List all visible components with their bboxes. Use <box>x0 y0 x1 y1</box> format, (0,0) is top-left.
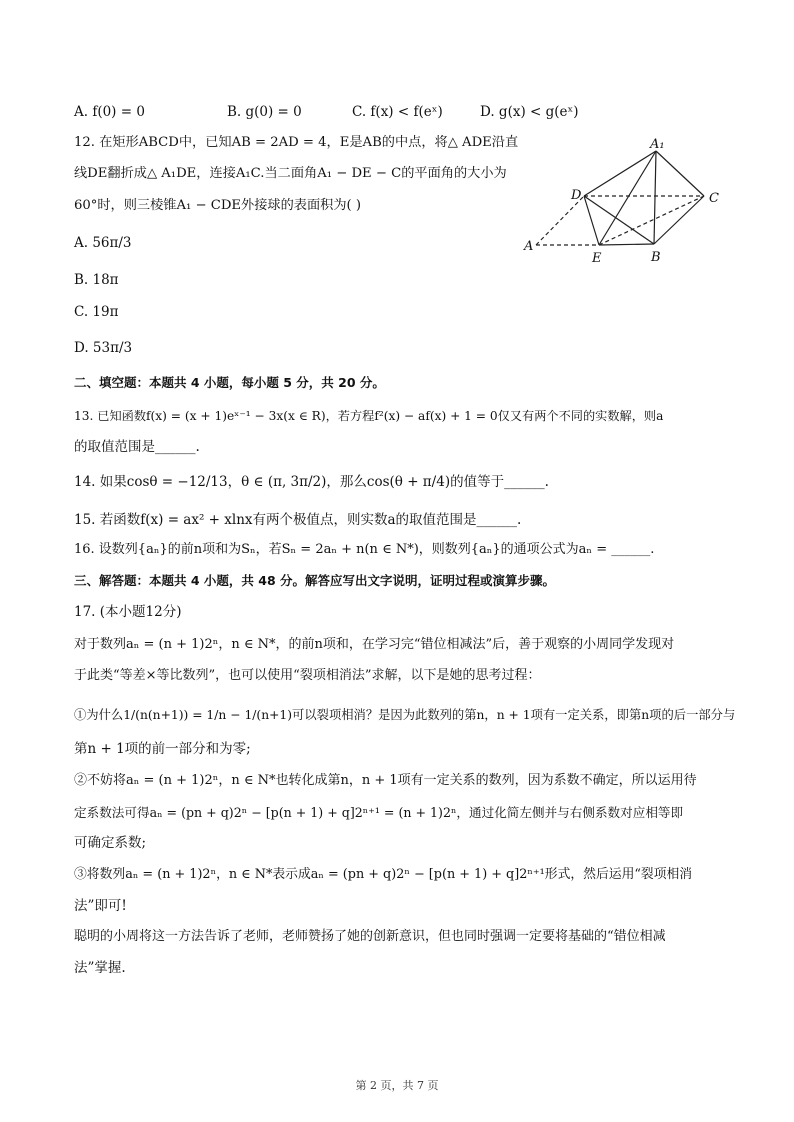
edge-d-a1 <box>584 151 656 196</box>
section-3-heading: 三、解答题：本题共 4 小题，共 48 分。解答应写出文字说明，证明过程或演算步骤。 <box>74 573 556 588</box>
edge-a1-c <box>656 151 704 196</box>
q17-paragraph-1-line-2: 于此类“等差×等比数列”，也可以使用“裂项相消法”求解，以下是她的思考过程： <box>74 668 541 683</box>
pyramid-figure <box>516 136 726 266</box>
label-b: B <box>651 250 661 265</box>
q12-stem-line-1: 12. 在矩形ABCD中，已知AB = 2AD = 4，E是AB的中点，将△ ADE沿直 <box>74 135 519 150</box>
q13-line-1: 13. 已知函数f(x) = (x + 1)eˣ⁻¹ − 3x(x ∈ R)，若方程f²(x) − af(x) + 1 = 0仅又有两个不同的实数解，则a <box>74 409 664 423</box>
q15-line: 15. 若函数f(x) = ax² + xlnx有两个极值点，则实数a的取值范围是______. <box>74 512 522 528</box>
label-d: D <box>571 188 582 203</box>
q11-option-c: C. f(x) < f(eˣ) <box>352 104 443 120</box>
edge-e-b <box>599 244 654 245</box>
q12-option-d: D. 53π/3 <box>74 340 133 356</box>
edge-a-d-dashed <box>536 196 584 245</box>
edge-b-c <box>654 196 704 244</box>
q11-option-d: D. g(x) < g(eˣ) <box>480 104 579 120</box>
q16-line: 16. 设数列{aₙ}的前n项和为Sₙ，若Sₙ = 2aₙ + n(n ∈ N*)，则数列{aₙ}的通项公式为aₙ = ______. <box>74 542 655 557</box>
q17-step-2-line-2: 定系数法可得aₙ = (pn + q)2ⁿ − [p(n + 1) + q]2ⁿ⁺¹ = (n + 1)2ⁿ，通过化简左侧并与右侧系数对应相等即 <box>74 805 684 820</box>
q14-line: 14. 如果cosθ = −12/13，θ ∈ (π, 3π/2)，那么cos(θ + π/4)的值等于______. <box>74 474 549 490</box>
q17-step-2-line-3: 可确定系数; <box>74 835 147 851</box>
edge-a1-e <box>599 151 656 245</box>
label-e: E <box>592 251 602 266</box>
edge-a1-b <box>654 151 656 244</box>
edge-d-b <box>584 196 654 244</box>
q12-option-c: C. 19π <box>74 304 119 320</box>
section-2-heading: 二、填空题：本题共 4 小题，每小题 5 分，共 20 分。 <box>74 375 385 390</box>
edge-e-c-dashed <box>599 196 704 245</box>
q17-step-1-line-2: 第n + 1项的前一部分和为零; <box>74 741 251 757</box>
q17-title: 17. (本小题12分) <box>74 604 182 620</box>
q13-line-2: 的取值范围是______. <box>74 439 200 455</box>
q17-paragraph-3-line-2: 法”掌握. <box>74 960 126 976</box>
q11-option-b: B. g(0) = 0 <box>227 104 302 120</box>
label-c: C <box>709 191 719 206</box>
q17-step-3-line-2: 法”即可! <box>74 898 127 914</box>
q17-step-1-line-1: ①为什么1/(n(n+1)) = 1/n − 1/(n+1)可以裂项相消？是因为此数列的第n，n + 1项有一定关系，即第n项的后一部分与 <box>74 708 736 722</box>
q11-option-a: A. f(0) = 0 <box>74 104 145 120</box>
label-a1: A₁ <box>650 137 665 152</box>
q17-step-2-line-1: ②不妨将aₙ = (n + 1)2ⁿ，n ∈ N*也转化成第n，n + 1项有一定关系的数列，因为系数不确定，所以运用待 <box>74 773 697 788</box>
page-footer: 第 2 页，共 7 页 <box>355 1079 439 1092</box>
q17-paragraph-3-line-1: 聪明的小周将这一方法告诉了老师，老师赞扬了她的创新意识，但也同时强调一定要将基础的“错位相减 <box>74 929 666 944</box>
q12-option-a: A. 56π/3 <box>74 235 132 251</box>
q17-paragraph-1-line-1: 对于数列aₙ = (n + 1)2ⁿ，n ∈ N*，的前n项和，在学习完“错位相减法”后，善于观察的小周同学发现对 <box>74 637 675 652</box>
q17-step-3-line-1: ③将数列aₙ = (n + 1)2ⁿ，n ∈ N*表示成aₙ = (pn + q)2ⁿ − [p(n + 1) + q]2ⁿ⁺¹形式，然后运用“裂项相消 <box>74 867 693 882</box>
q12-stem-line-3: 60°时，则三棱锥A₁ − CDE外接球的表面积为( ) <box>74 198 362 213</box>
q12-option-b: B. 18π <box>74 272 119 288</box>
q12-stem-line-2: 线DE翻折成△ A₁DE，连接A₁C.当二面角A₁ − DE − C的平面角的大小为 <box>74 166 507 181</box>
edge-d-e <box>584 196 599 245</box>
label-a: A <box>524 239 534 254</box>
